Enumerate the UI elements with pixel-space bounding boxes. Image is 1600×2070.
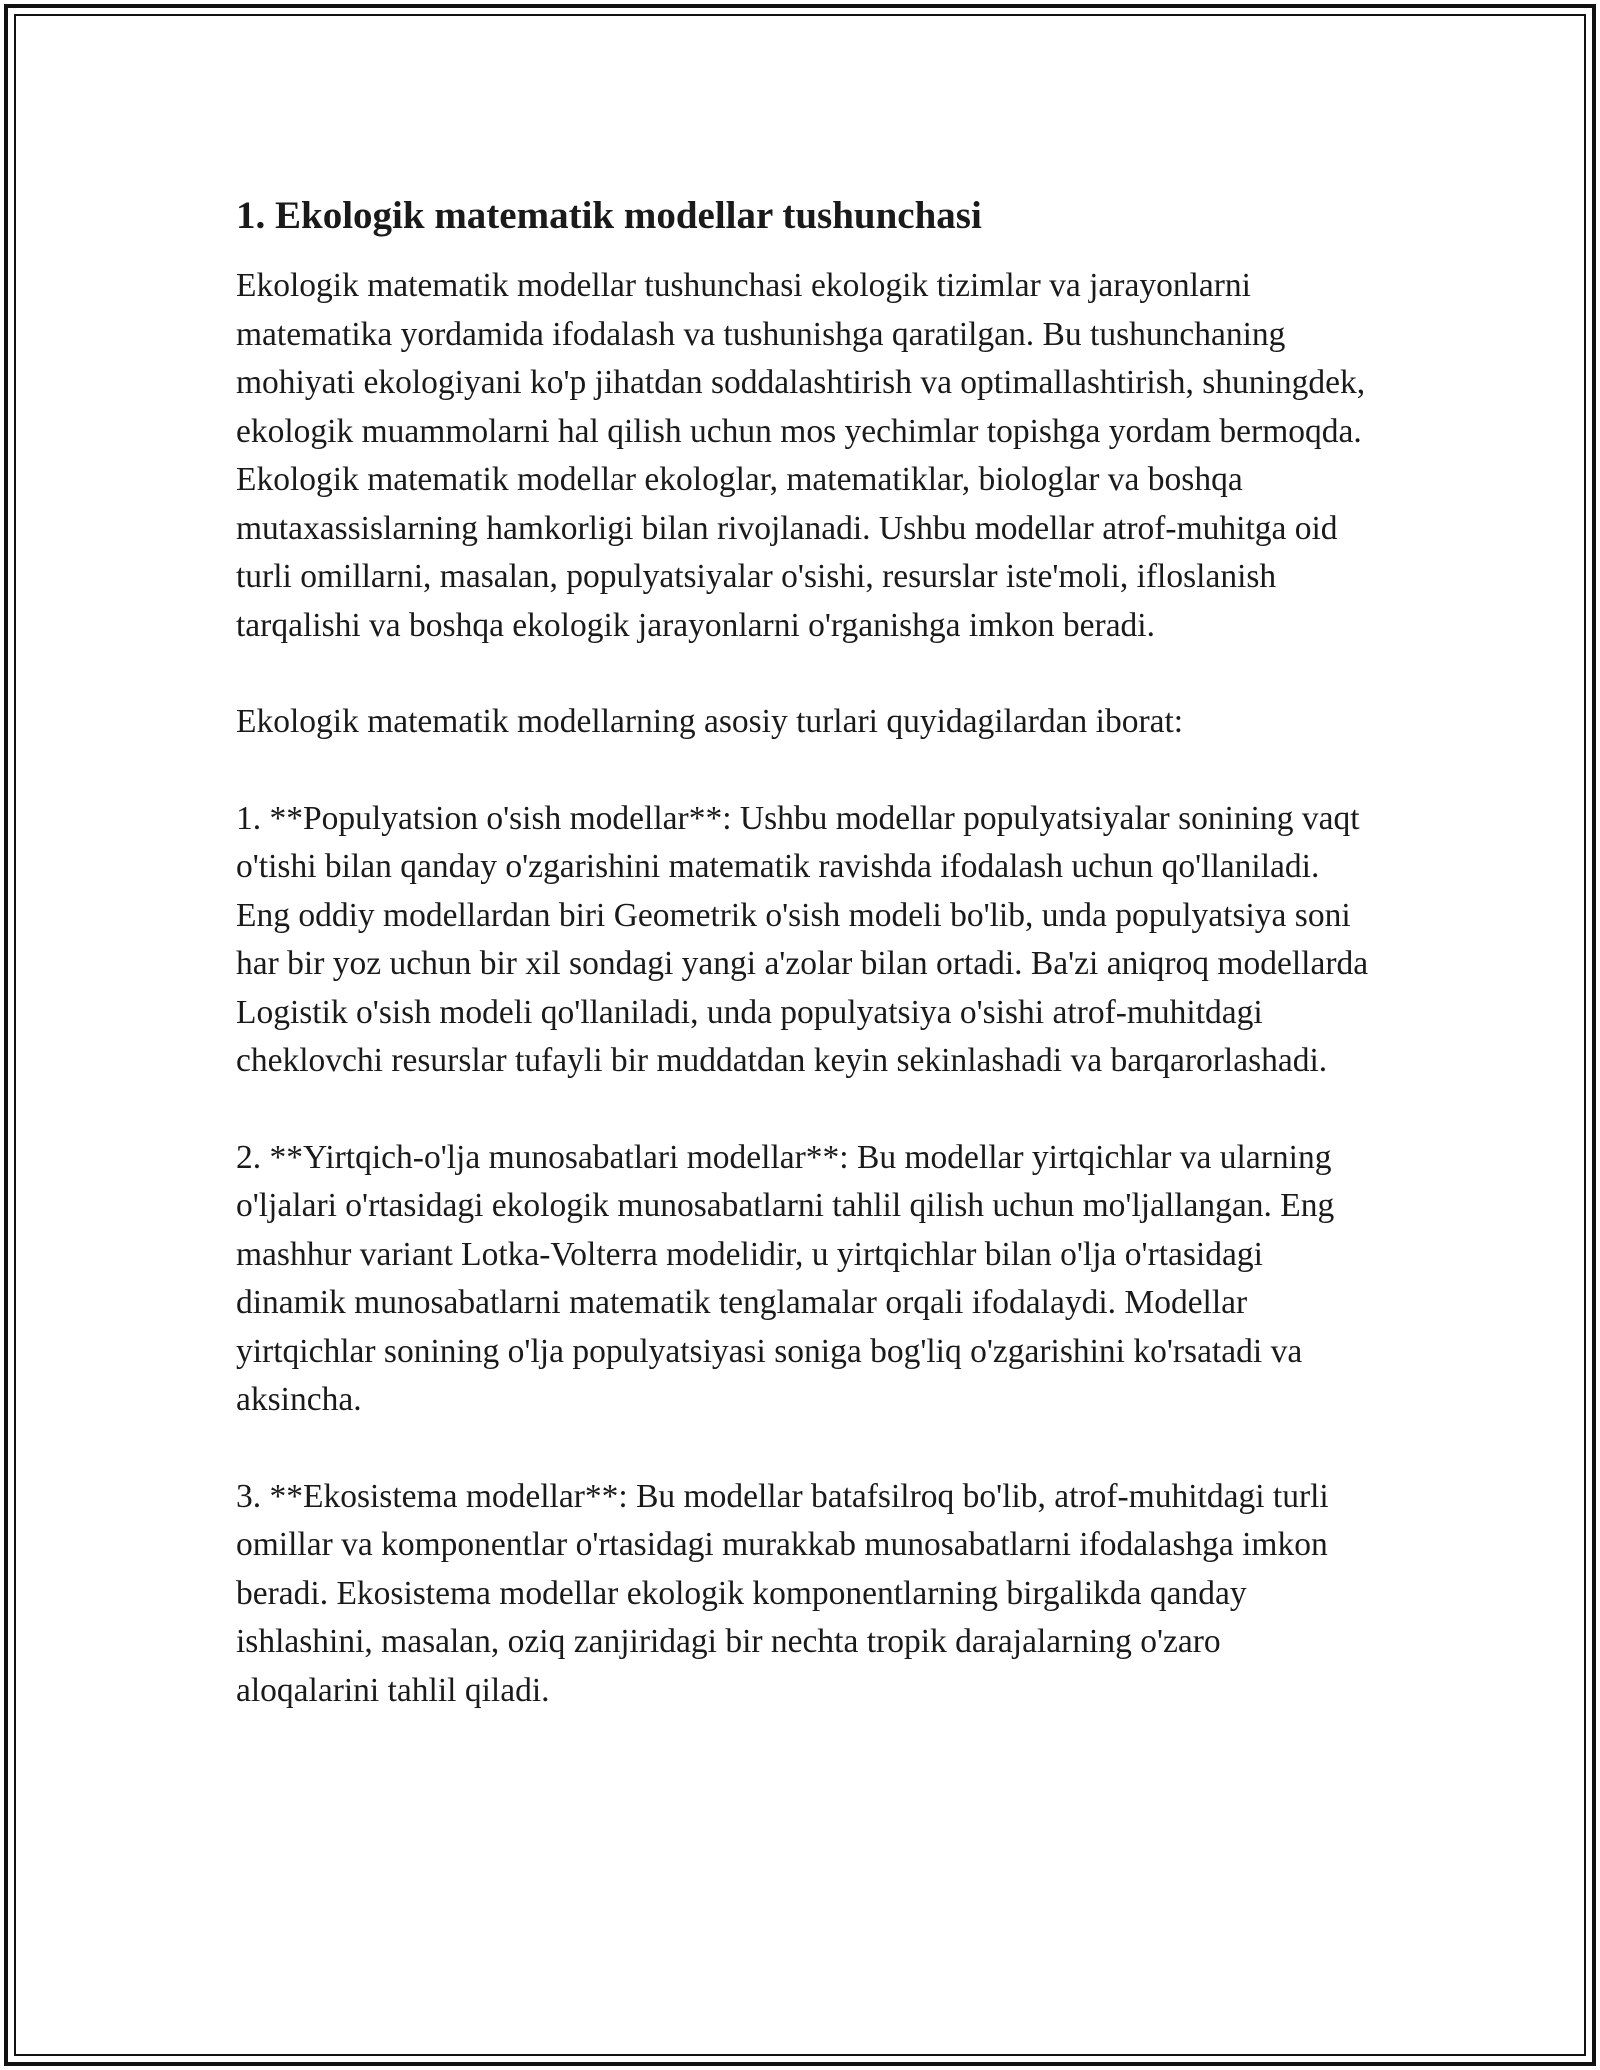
types-intro-paragraph: Ekologik matematik modellarning asosiy turlari quyidagilardan iborat: <box>236 703 1184 740</box>
list-item-population-growth: 1. **Populyatsion o'sish modellar**: Ushbu modellar populyatsiyalar sonining vaqt o'tishi bilan qanday o'zgarishini matematik ravishda ifodalash uchun qo'llaniladi. Eng oddiy modellardan biri Geometrik o'sish modeli bo'lib, unda populyatsiya soni har bir yoz uchun bir xil sondagi yangi a'zolar bilan ortadi. Ba'zi aniqroq modellarda Logistik o'sish modeli qo'llaniladi, unda populyatsiya o'sishi atrof-muhitdagi cheklovchi resurslar tufayli bir muddatdan keyin sekinlashadi va barqarorlashadi. <box>236 799 1369 1079</box>
list-item-predator-prey: 2. **Yirtqich-o'lja munosabatlari modellar**: Bu modellar yirtqichlar va ularning o'ljalari o'rtasidagi ekologik munosabatlarni tahlil qilish uchun mo'ljallangan. Eng mashhur variant Lotka-Volterra modelidir, u yirtqichlar bilan o'lja o'rtasidagi dinamik munosabatlarni matematik tenglamalar orqali ifodalaydi. Modellar yirtqichlar sonining o'lja populyatsiyasi soniga bog'liq o'zgarishini ko'rsatadi va aksincha. <box>236 1138 1335 1418</box>
section-heading: 1. Ekologik matematik modellar tushunchasi <box>236 194 982 237</box>
list-item-ecosystem: 3. **Ekosistema modellar**: Bu modellar batafsilroq bo'lib, atrof-muhitdagi turli omillar va komponentlar o'rtasidagi murakkab munosabatlarni ifodalashga imkon beradi. Ekosistema modellar ekologik komponentlarning birgalikda qanday ishlashini, masalan, oziq zanjiridagi bir nechta tropik darajalarning o'zaro aloqalarini tahlil qiladi. <box>236 1477 1329 1709</box>
document-body <box>236 188 1372 1715</box>
intro-paragraph: Ekologik matematik modellar tushunchasi ekologik tizimlar va jarayonlarni matematika yordamida ifodalash va tushunishga qaratilgan. Bu tushunchaning mohiyati ekologiyani ko'p jihatdan soddalashtirish va optimallashtirish, shuningdek, ekologik muammolarni hal qilish uchun mos yechimlar topishga yordam bermoqda. Ekologik matematik modellar ekologlar, matematiklar, biologlar va boshqa mutaxassislarning hamkorligi bilan rivojlanadi. Ushbu modellar atrof-muhitga oid turli omillarni, masalan, populyatsiyalar o'sishi, resurslar iste'moli, ifloslanish tarqalishi va boshqa ekologik jarayonlarni o'rganishga imkon beradi. <box>236 267 1366 644</box>
